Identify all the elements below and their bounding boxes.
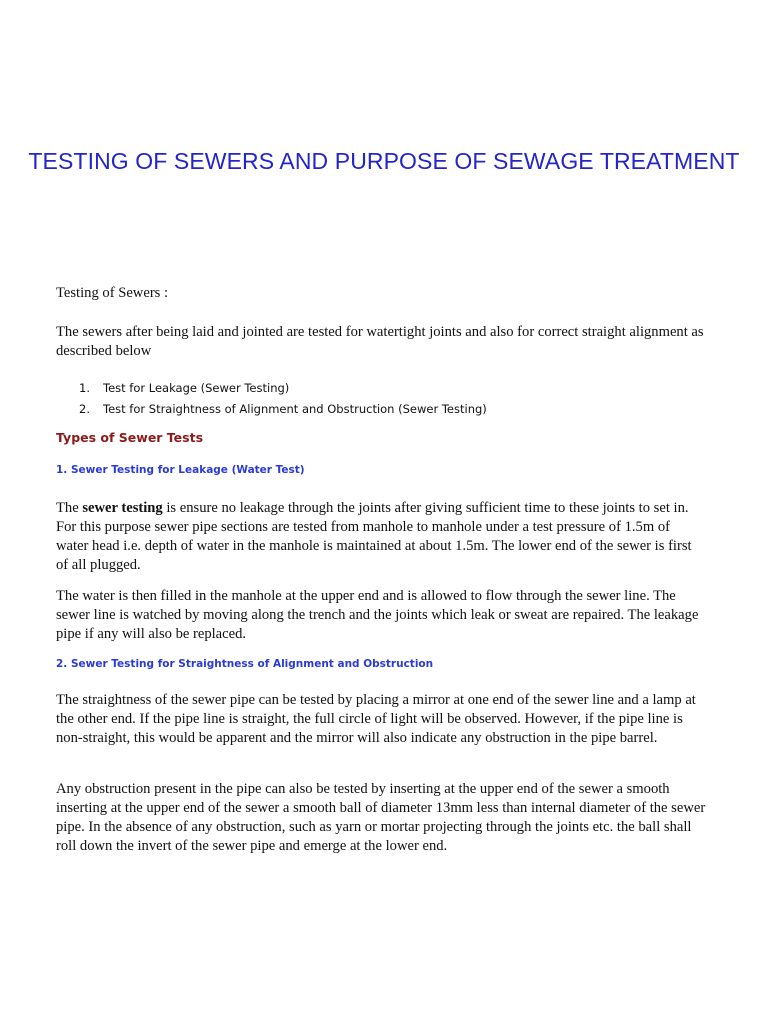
- list-item-number: 1.: [79, 381, 90, 395]
- list-item-text: Test for Leakage (Sewer Testing): [103, 381, 290, 395]
- test2-paragraph-2: Any obstruction present in the pipe can also be tested by inserting at the upper end of the sewer a smooth inserting at the upper end of the sewer a smooth ball of diameter 13mm less than internal diameter of the sewer pipe. In the absence of any obstruction, such as yarn or mortar projecting through the joints etc. the ball shall roll down the invert of the sewer pipe and emerge at the lower end.: [56, 781, 706, 854]
- test1-paragraph-1: The sewer testing is ensure no leakage through the joints after giving sufficient time to these joints to set in. For this purpose sewer pipe sections are tested from manhole to manhole under a test pressure of 1.5m of water head i.e. depth of water in the manhole is maintained at about 1.5m. The lower end of the sewer is first of all plugged.: [56, 500, 692, 573]
- test1-paragraph-2: The water is then filled in the manhole at the upper end and is allowed to flow through the sewer line. The sewer line is watched by moving along the trench and the joints which leak or sweat are repaired. The leakage pipe if any will also be replaced.: [56, 588, 699, 642]
- list-item-number: 2.: [79, 402, 90, 416]
- test-list: [79, 378, 487, 420]
- test1-heading: 1. Sewer Testing for Leakage (Water Test): [56, 464, 305, 476]
- list-item: [79, 378, 487, 399]
- test2-heading: 2. Sewer Testing for Straightness of Alignment and Obstruction: [56, 658, 434, 670]
- section-label: Testing of Sewers :: [56, 285, 169, 301]
- list-item-text: Test for Straightness of Alignment and Obstruction (Sewer Testing): [103, 402, 487, 416]
- list-item: [79, 399, 487, 420]
- bold-term: sewer testing: [82, 500, 163, 516]
- page-title: TESTING OF SEWERS AND PURPOSE OF SEWAGE TREATMENT: [28, 148, 740, 174]
- types-heading: Types of Sewer Tests: [56, 430, 204, 445]
- intro-paragraph: The sewers after being laid and jointed are tested for watertight joints and also for correct straight alignment as described below: [56, 324, 704, 359]
- test2-paragraph-1: The straightness of the sewer pipe can be tested by placing a mirror at one end of the sewer line and a lamp at the other end. If the pipe line is straight, the full circle of light will be observed. However, if the pipe line is non-straight, this would be apparent and the mirror will also indicate any obstruction in the pipe barrel.: [56, 692, 696, 746]
